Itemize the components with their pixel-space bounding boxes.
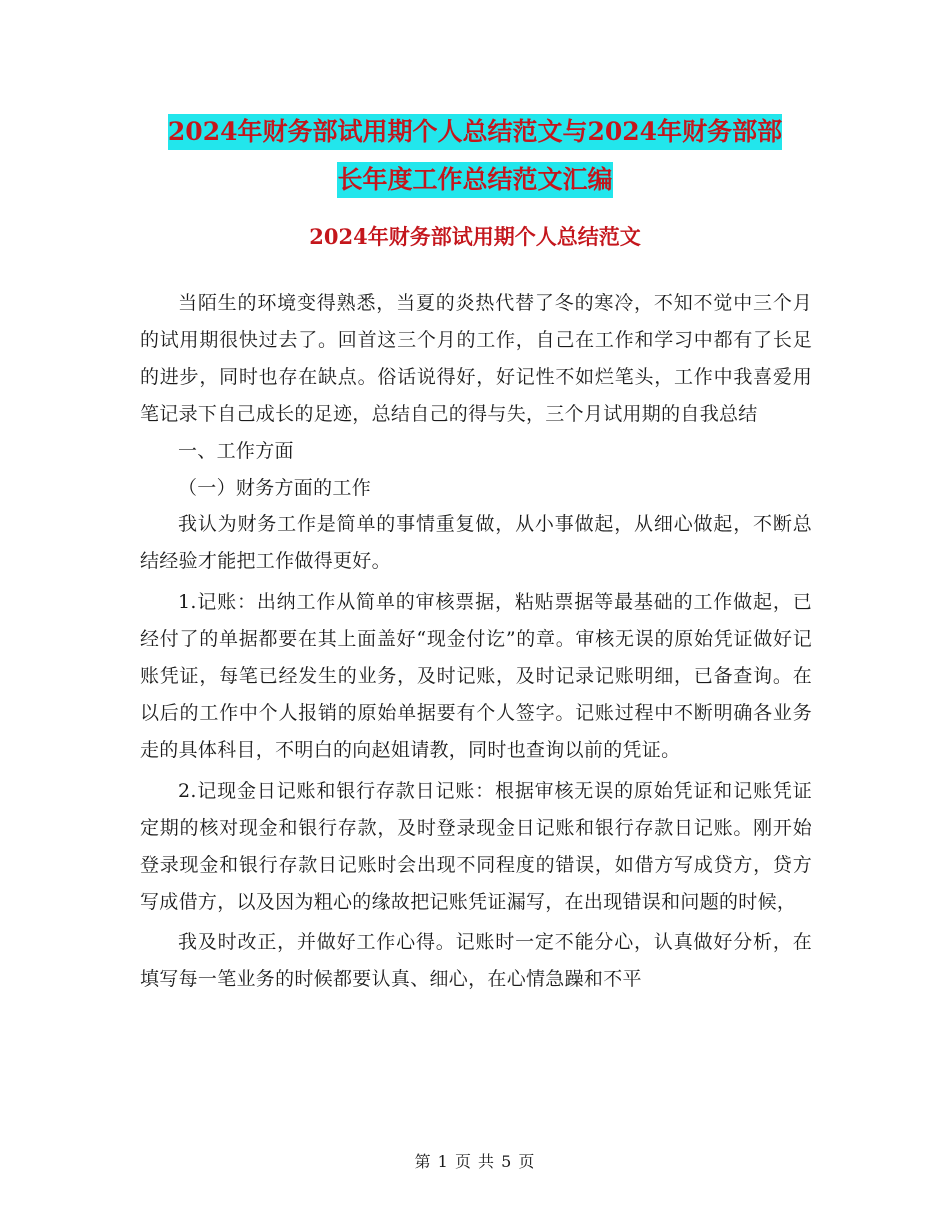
paragraph-intro: 当陌生的环境变得熟悉，当夏的炎热代替了冬的寒冷，不知不觉中三个月的试用期很快过去了。回首这三个月的工作，自己在工作和学习中都有了长足的进步，同时也存在缺点。俗话说得好，好记性不如烂笔头，工作中我喜爱用笔记录下自己成长的足迹，总结自己的得与失，三个月试用期的自我总结 (140, 292, 812, 425)
page-footer: 第 1 页 共 5 页 (414, 1152, 536, 1171)
paragraph-bookkeeping: 1.记账：出纳工作从简单的审核票据，粘贴票据等最基础的工作做起，已经付了的单据都要在其上面盖好“现金付讫”的章。审核无误的原始凭证做好记账凭证，每笔已经发生的业务，及时记账，及时记录记账明细，已备查询。在以后的工作中个人报销的原始单据要有个人签字。记账过程中不断明确各业务走的具体科目，不明白的向赵姐请教，同时也查询以前的凭证。 (140, 591, 812, 761)
heading-finance-work: （一）财务方面的工作 (178, 476, 372, 499)
document-title-line-2: 长年度工作总结范文汇编 (337, 162, 612, 198)
section-title: 2024年财务部试用期个人总结范文 (309, 224, 641, 249)
paragraph-correction: 我及时改正，并做好工作心得。记账时一定不能分心，认真做好分析，在填写每一笔业务的时候都要认真、细心，在心情急躁和不平 (140, 931, 812, 991)
paragraph-finance-view: 我认为财务工作是简单的事情重复做，从小事做起，从细心做起，不断总结经验才能把工作做得更好。 (140, 513, 812, 573)
document-title-line-1: 2024年财务部试用期个人总结范文与2024年财务部部 (168, 114, 782, 150)
paragraph-journal: 2.记现金日记账和银行存款日记账：根据审核无误的原始凭证和记账凭证定期的核对现金和银行存款，及时登录现金日记账和银行存款日记账。刚开始登录现金和银行存款日记账时会出现不同程度的错误，如借方写成贷方，贷方写成借方，以及因为粗心的缘故把记账凭证漏写，在出现错误和问题的时候， (140, 779, 812, 913)
heading-work-aspect: 一、工作方面 (178, 439, 294, 462)
document-title (140, 108, 810, 204)
document-body (140, 285, 812, 998)
